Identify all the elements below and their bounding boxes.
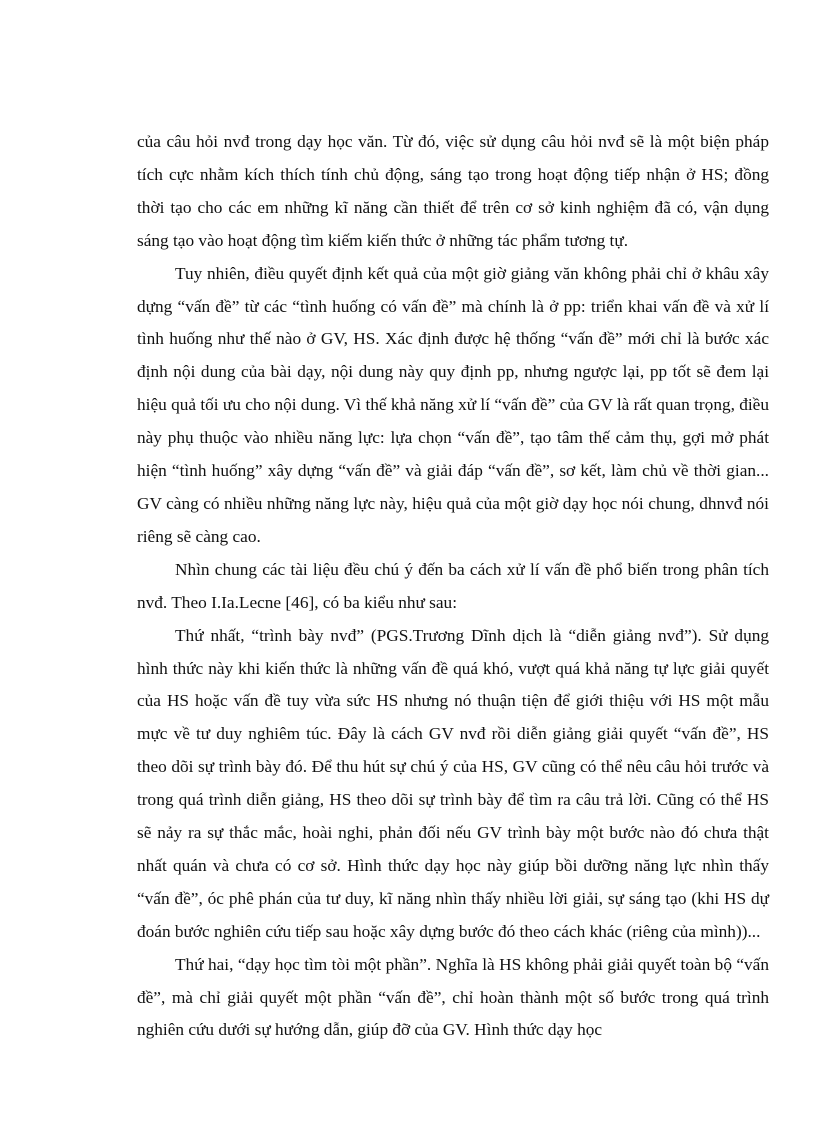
paragraph-problem-handling: Tuy nhiên, điều quyết định kết quả của một giờ giảng văn không phải chỉ ở khâu xây dựng “vấn đề” từ các “tình huống có vấn đề” mà chính là ở pp: triển khai vấn đề và xử lí tình huống như thế nào ở GV, HS. Xác định được hệ thống “vấn đề” mới chỉ là bước xác định nội dung của bài dạy, nội dung này quy định pp, nhưng ngược lại, pp tốt sẽ đem lại hiệu quả tối ưu cho nội dung. Vì thế khả năng xử lí “vấn đề” của GV là rất quan trọng, điều này phụ thuộc vào nhiều năng lực: lựa chọn “vấn đề”, tạo tâm thế cảm thụ, gợi mở phát hiện “tình huống” xây dựng “vấn đề” và giải đáp “vấn đề”, sơ kết, làm chủ về thời gian... GV càng có nhiều những năng lực này, hiệu quả của một giờ dạy học nói chung, dhnvđ nói riêng sẽ càng cao. [137, 263, 769, 546]
paragraph-second-method: Thứ hai, “dạy học tìm tòi một phần”. Nghĩa là HS không phải giải quyết toàn bộ “vấn đề”, mà chỉ giải quyết một phần “vấn đề”, chỉ hoàn thành một số bước trong quá trình nghiên cứu dưới sự hướng dẫn, giúp đỡ của GV. Hình thức dạy học [137, 954, 769, 1040]
body-text [137, 126, 769, 1047]
paragraph-first-method: Thứ nhất, “trình bày nvđ” (PGS.Trương Dĩnh dịch là “diễn giảng nvđ”). Sử dụng hình thức này khi kiến thức là những vấn đề quá khó, vượt quá khả năng tự lực giải quyết của HS hoặc vấn đề tuy vừa sức HS nhưng nó thuận tiện để giới thiệu với HS một mẫu mực về tư duy nghiêm túc. Đây là cách GV nvđ rồi diễn giảng giải quyết “vấn đề”, HS theo dõi sự trình bày đó. Để thu hút sự chú ý của HS, GV cũng có thể nêu câu hỏi trước và trong quá trình diễn giảng, HS theo dõi sự trình bày để tìm ra câu trả lời. Cũng có thể HS sẽ nảy ra sự thắc mắc, hoài nghi, phản đối nếu GV trình bày một bước nào đó chưa thật nhất quán và chưa có cơ sở. Hình thức dạy học này giúp bồi dưỡng năng lực nhìn thấy “vấn đề”, óc phê phán của tư duy, kĩ năng nhìn thấy nhiều lời giải, sự sáng tạo (khi HS dự đoán bước nghiên cứu tiếp sau hoặc xây dựng bước đó theo cách khác (riêng của mình))... [137, 625, 769, 941]
paragraph-continuation: của câu hỏi nvđ trong dạy học văn. Từ đó, việc sử dụng câu hỏi nvđ sẽ là một biện pháp tích cực nhằm kích thích tính chủ động, sáng tạo trong hoạt động tiếp nhận ở HS; đồng thời tạo cho các em những kĩ năng cần thiết để trên cơ sở kinh nghiệm đã có, vận dụng sáng tạo vào hoạt động tìm kiếm kiến thức ở những tác phẩm tương tự. [137, 132, 769, 250]
paragraph-three-methods-intro: Nhìn chung các tài liệu đều chú ý đến ba cách xử lí vấn đề phổ biến trong phân tích nvđ. Theo I.Ia.Lecne [46], có ba kiểu như sau: [137, 559, 769, 612]
